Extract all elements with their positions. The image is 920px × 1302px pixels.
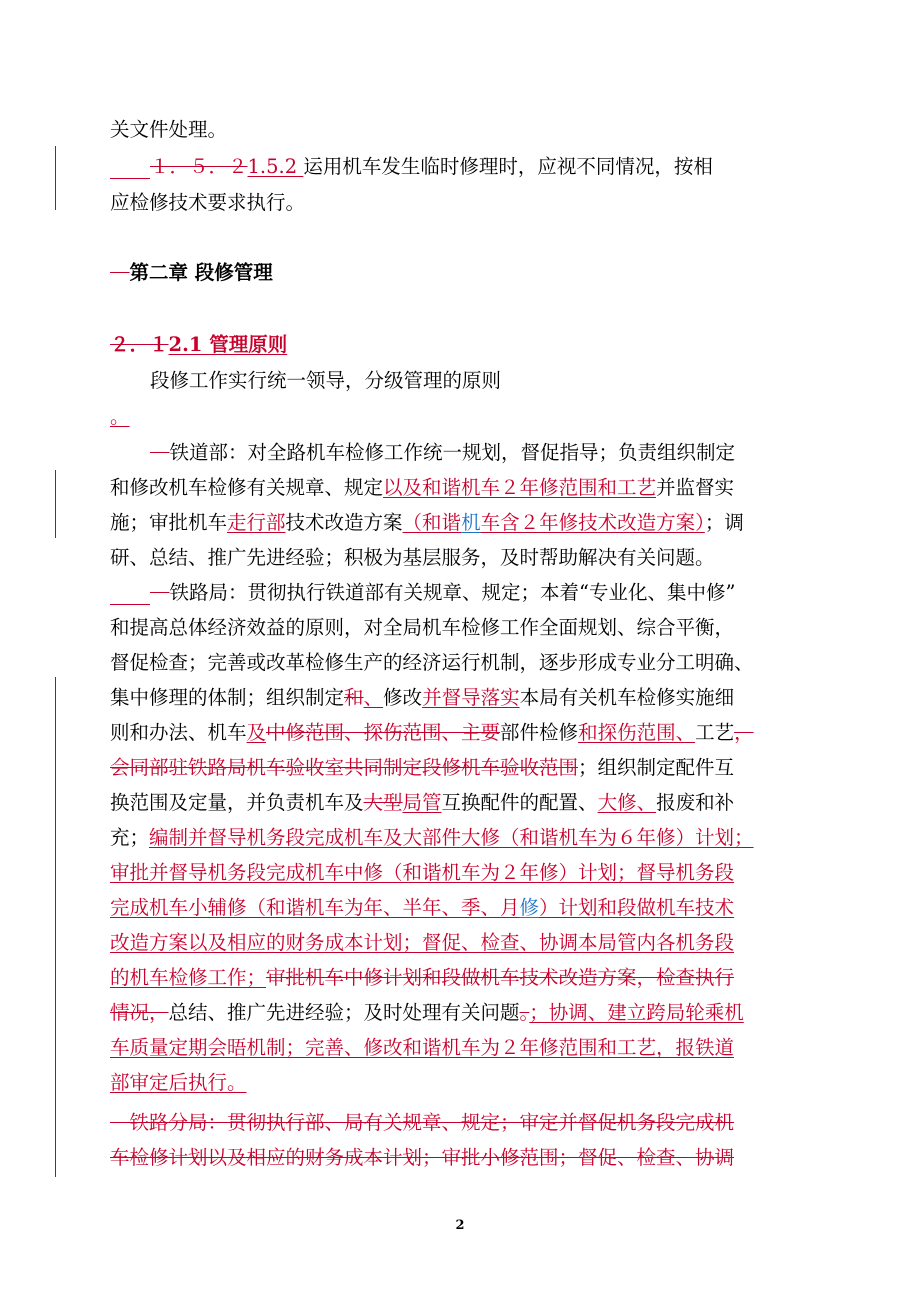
inserted-text: 的机车检修工作； [110,966,267,989]
inserted-text: 及 [246,721,267,744]
text-line [110,998,830,1028]
text-line [110,438,870,468]
text-line [110,613,830,643]
inserted-text: 编制并督导机务段完成机车及大部件大修（和谐机车为６年修）计划； [149,826,754,849]
text: 铁道部：对全路机车检修工作统一规划，督促指导；负责组织制定 [169,441,736,464]
deleted-text: 铁路分局：贯彻执行部、局有关规章、规定；审定并督促机务段完成机 [129,1111,735,1134]
inserted-text: 走行部 [227,511,286,534]
text: 段修工作实行统一领导，分级管理的原则 [150,369,502,392]
inserted-text: 车含２年修技术改造方案） [480,511,705,534]
deleted-text: １．５．２ [150,155,248,178]
text-line [110,473,830,503]
text-line [110,1143,830,1173]
text: 本局有关机车检修实施细 [519,686,735,709]
text: 运用机车发生临时修理时，应视不同情况，按相 [303,155,713,178]
deleted-text [110,1111,130,1134]
text: 充； [110,826,150,849]
deleted-text: 审批机车中修计划和段做机车技术改造方案，检查执行 [266,966,735,989]
inserted-text: 局管 [402,791,442,814]
inserted-text: 改造方案以及相应的财务成本计划；督促、检查、协调本局管内各机务段 [110,931,735,954]
deleted-text: ， [734,721,754,744]
inserted-text-blue: 机 [461,511,481,534]
change-bar [55,470,56,538]
deleted-text: 和 [344,686,364,709]
change-bar [55,146,56,210]
text-line [110,1068,830,1098]
inserted-text: ；协调、建立跨局轮乘机 [529,1001,744,1024]
text-line [110,893,830,923]
text: 互换配件的配置、 [441,791,598,814]
text-line [110,648,830,678]
inserted-text: 审批并督导机务段完成机车中修（和谐机车为２年修）计划；督导机务段 [110,861,735,884]
inserted-text: 、 [363,686,384,709]
text: 工艺 [695,721,735,744]
inserted-text: 1.5.2 [247,155,304,178]
text-line [110,188,830,218]
deleted-text [150,441,170,464]
text-line [110,683,830,713]
deleted-text: 。 [519,1001,530,1024]
text: 报废和补 [656,791,735,814]
deleted-text: 车检修计划以及相应的财务成本计划；审批小修范围；督促、检查、协调 [110,1146,735,1169]
inserted-text: 。 [110,405,130,428]
text-line [110,152,830,182]
text-line [110,543,830,573]
text: 和修改机车检修有关规章、规定 [110,476,384,499]
text-line [110,1033,830,1063]
text-line [110,788,830,818]
inserted-text: 部审定后执行。 [110,1071,247,1094]
deleted-text: ２．１ [110,333,169,356]
text: 集中修理的体制；组织制定 [110,686,345,709]
page-number: 2 [455,1218,465,1233]
text-line [110,858,830,888]
text: 则和办法、机车 [110,721,247,744]
text: 换范围及定量，并负责机车及 [110,791,364,814]
text-line [110,115,830,145]
inserted-text: 以及和谐机车２年修范围和工艺 [383,476,657,499]
text-line [110,578,830,608]
text: 部件检修 [500,721,579,744]
text-line [110,963,830,993]
text: 铁路局：贯彻执行铁道部有关规章、规定；本着“专业化、集中修” [169,581,736,604]
inserted-text: 车质量定期会晤机制；完善、修改和谐机车为２年修范围和工艺，报铁道 [110,1036,735,1059]
text: 总结、推广先进经验；及时处理有关问题 [168,1001,520,1024]
text: 修改 [383,686,423,709]
deleted-text: 中修范围、探伤范围、主要 [266,721,501,744]
text-line [110,366,870,396]
text: 技术改造方案 [285,511,403,534]
insertion-mark [110,603,150,605]
text: 督促检查；完善或改革检修生产的经济运行机制，逐步形成专业分工明确、 [110,651,754,674]
text-line [110,823,830,853]
inserted-text: ）计划和段做机车技术 [539,896,735,919]
text-line [110,753,830,783]
deleted-text: 会同部驻铁路局机车验收室共同制定段修机车验收范围 [110,756,579,779]
section-heading [110,330,830,360]
text-line [110,1108,830,1138]
text-line [110,718,830,748]
text: 施；审批机车 [110,511,228,534]
inserted-text: 和探伤范围、 [578,721,696,744]
deleted-text [150,581,170,604]
inserted-text: 并督导落实 [422,686,520,709]
text: 和提高总体经济效益的原则，对全局机车检修工作全面规划、综合平衡， [110,616,735,639]
insertion-mark [110,177,150,179]
text-line [110,928,830,958]
text-line [110,402,830,432]
deleted-text [110,261,130,284]
inserted-text: 完成机车小辅修（和谐机车为年、半年、季、月 [110,896,520,919]
inserted-text: 大修、 [597,791,657,814]
inserted-text-blue: 修 [519,896,540,919]
text: ；调 [704,511,744,534]
text: 应检修技术要求执行。 [110,191,306,214]
change-bar [55,677,56,1177]
text: 研、总结、推广先进经验；积极为基层服务，及时帮助解决有关问题。 [110,546,715,569]
deleted-text: 大型 [363,791,403,814]
chapter-heading [110,258,830,288]
heading-text: 第二章 段修管理 [129,261,273,284]
text: 并监督实 [656,476,735,499]
inserted-text: 2.1 管理原则 [168,333,288,356]
deleted-text: 情况， [110,1001,169,1024]
inserted-text: （和谐 [402,511,462,534]
text: ；组织制定配件互 [578,756,735,779]
text-line [110,508,830,538]
text: 关文件处理。 [110,118,228,141]
